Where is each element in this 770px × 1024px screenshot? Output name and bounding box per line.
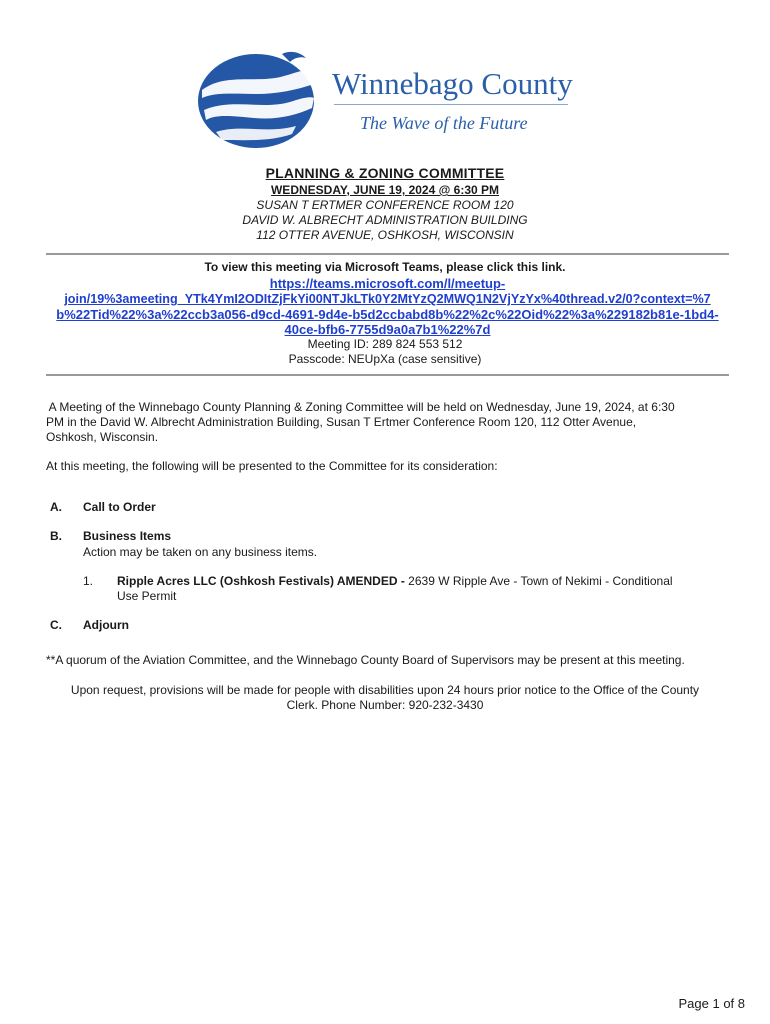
agenda-letter: C.	[50, 618, 62, 632]
agenda-item-business-items: Business Items	[83, 529, 172, 543]
sub-item-line: Use Permit	[117, 589, 177, 603]
accommodation-line: Clerk. Phone Number: 920-232-3430	[286, 698, 484, 712]
sub-item-number: 1.	[83, 574, 94, 588]
location-line: 112 OTTER AVENUE, OSHKOSH, WISCONSIN	[256, 228, 514, 242]
meeting-id: Meeting ID: 289 824 553 512	[307, 337, 463, 351]
org-tagline: The Wave of the Future	[360, 113, 528, 133]
logo-divider	[334, 104, 568, 105]
passcode: Passcode: NEUpXa (case sensitive)	[288, 352, 482, 366]
meeting-dateline: WEDNESDAY, JUNE 19, 2024 @ 6:30 PM	[270, 183, 500, 197]
committee-title: PLANNING & ZONING COMMITTEE	[265, 165, 505, 181]
agenda-item-adjourn: Adjourn	[83, 618, 129, 632]
sub-item-title: Ripple Acres LLC (Oshkosh Festivals) AMENDED -	[117, 574, 405, 588]
wave-emblem-icon	[198, 52, 314, 148]
location-line: SUSAN T ERTMER CONFERENCE ROOM 120	[256, 198, 514, 212]
agenda-item-call-to-order: Call to Order	[83, 500, 156, 514]
intro-line: Oshkosh, Wisconsin.	[46, 430, 159, 444]
teams-intro: To view this meeting via Microsoft Teams, please click this link.	[204, 260, 566, 274]
intro-paragraph	[46, 400, 732, 445]
org-name: Winnebago County	[332, 66, 573, 101]
sub-item-line	[117, 574, 717, 589]
agenda-letter: B.	[50, 529, 62, 543]
teams-link[interactable]: https://teams.microsoft.com/l/meetup-	[269, 276, 506, 291]
divider	[46, 253, 729, 255]
divider	[46, 374, 729, 376]
agenda-letter: A.	[50, 500, 62, 514]
intro-line: PM in the David W. Albrecht Administration Building, Susan T Ertmer Conference Room 120, 112 Otter Avenue,	[46, 415, 637, 429]
teams-link[interactable]: b%22Tid%22%3a%22ccb3a056-d9cd-4691-9d4e-b5d2ccbabd8b%22%2c%22Oid%22%3a%229182b81e-1bd4-	[56, 307, 719, 322]
sub-item	[117, 574, 717, 604]
agenda-note: Action may be taken on any business items.	[83, 545, 318, 559]
page-number: Page 1 of 8	[678, 996, 745, 1011]
sub-item-detail: 2639 W Ripple Ave - Town of Nekimi - Conditional	[404, 574, 673, 588]
accommodation-line: Upon request, provisions will be made for people with disabilities upon 24 hours prior notice to the Office of the County	[70, 683, 700, 697]
quorum-note: **A quorum of the Aviation Committee, and the Winnebago County Board of Supervisors may be present at this meeting.	[46, 653, 685, 667]
lead-in: At this meeting, the following will be presented to the Committee for its consideration:	[46, 459, 498, 473]
location-line: DAVID W. ALBRECHT ADMINISTRATION BUILDING	[242, 213, 528, 227]
teams-link[interactable]: 40ce-bfb6-7755d9a0a7b1%22%7d	[284, 322, 491, 337]
teams-link[interactable]: join/19%3ameeting_YTk4YmI2ODItZjFkYi00NTJkLTk0Y2MtYzQ2MWQ1N2VjYzYx%40thread.v2/0?context=%7	[64, 292, 711, 306]
intro-line: A Meeting of the Winnebago County Planning & Zoning Committee will be held on Wednesday, June 19, 2024, at 6:30	[46, 400, 675, 414]
